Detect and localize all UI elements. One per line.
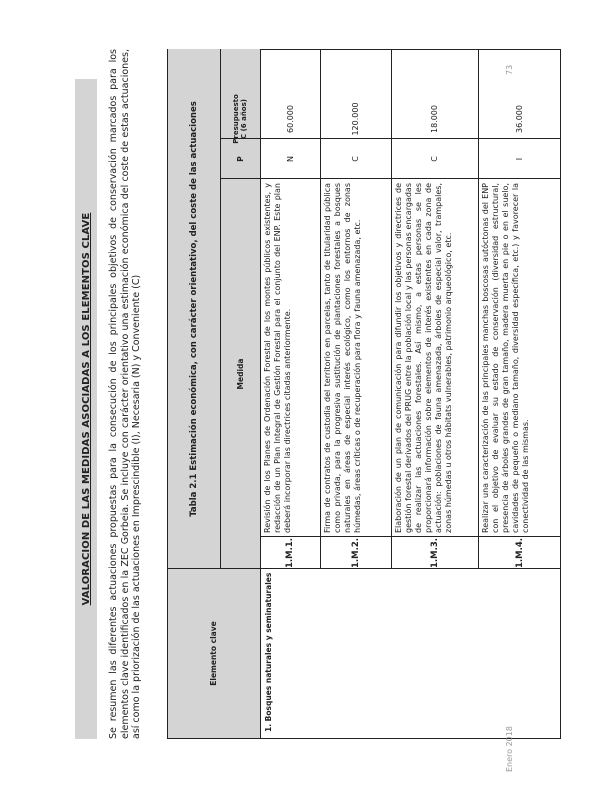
row-text: Revisión de los Planes de Ordenación Forestal de los montes públicos existentes, y redacción de un Plan Integral de Gestión Forestal para el conjunto del ENP. Este plan deberá incorporar las directrices citadas anteriormente. [263, 183, 292, 533]
row-code: 1.M.4. [514, 538, 525, 568]
row-code: 1.M.1. [285, 538, 295, 568]
footer-date: Enero 2018 [505, 726, 514, 772]
row-priority: C [351, 156, 360, 162]
row-text: Elaboración de un plan de comunicación para difundir los objetivos y directrices de gestión forestal derivados del PRUG entre la población local y las personas encargadas de realizar las actuaciones forestales. Así mismo, a estas personas se les proporcionará información sobre elementos de interés existentes en cada zona de actuación: poblaciones de fauna amenazada, árboles de especial valor, trampales, zonas húmedas u otros hábitats vulnerables, patrimonio arqueológico, etc. [394, 183, 453, 533]
row-budget: 60.000 [285, 105, 295, 133]
row-code: 1.M.3. [429, 538, 440, 568]
caption-divider [220, 49, 221, 569]
header-element: Elemento clave [208, 621, 218, 686]
table-caption: Tabla 2.1 Estimación económica, con carácter orientativo, del coste de las actuaciones [168, 49, 220, 569]
header-budget: Presupuesto C (6 años) [232, 94, 248, 144]
section-title: VALORACION DE LAS MEDIDAS ASOCIADAS A LOS ELEMENTOS CLAVE [75, 79, 97, 739]
row-budget: 18.000 [430, 105, 439, 133]
row-text: Realizar una caracterización de las principales manchas boscosas autóctonas del ENP con el objetivo de evaluar su estado de conservación (diversidad estructural, presencia de árboles grandes de gran tamaño, madera muerta en pie o en el suelo, cavidades de pequeño o mediano tamaño, diversidad específica, etc.) y favorecer la conectividad de las mismas. [481, 183, 530, 533]
header-priority: P [235, 156, 245, 162]
row-budget: 120.000 [351, 102, 360, 136]
row-text: Firma de contratos de custodia del territorio en parcelas, tanto de titularidad pública como privada, para la progresiva sustitución de plantaciones forestales a bosques naturales en áreas de especial interés ecológico, como los entornos de zonas húmedas, áreas críticas o de recuperación para flora y fauna amenazada, etc. [323, 183, 362, 533]
header-measure: Medida [235, 358, 245, 390]
element-label: 1. Bosques naturales y seminaturales [264, 572, 273, 732]
intro-paragraph: Se resumen las diferentes actuaciones propuestas para la consecución de los principales objetivos de conservación marcados para los elementos clave identificados en la ZEC Gorbeia. Se incluye con carácter orientativo una estimación económica del coste de estas actuaciones, así como la priorización de las actuaciones en Imprescindible (I), Necesaria (N) y Conveniente (C) [108, 49, 142, 739]
row-code: 1.M.2. [350, 538, 361, 568]
measures-table [167, 49, 561, 739]
row-priority: I [515, 157, 524, 161]
row-budget: 36.000 [515, 105, 524, 133]
row-priority: C [430, 156, 439, 162]
footer-page-number: 73 [505, 64, 514, 75]
row-priority: N [285, 156, 295, 162]
